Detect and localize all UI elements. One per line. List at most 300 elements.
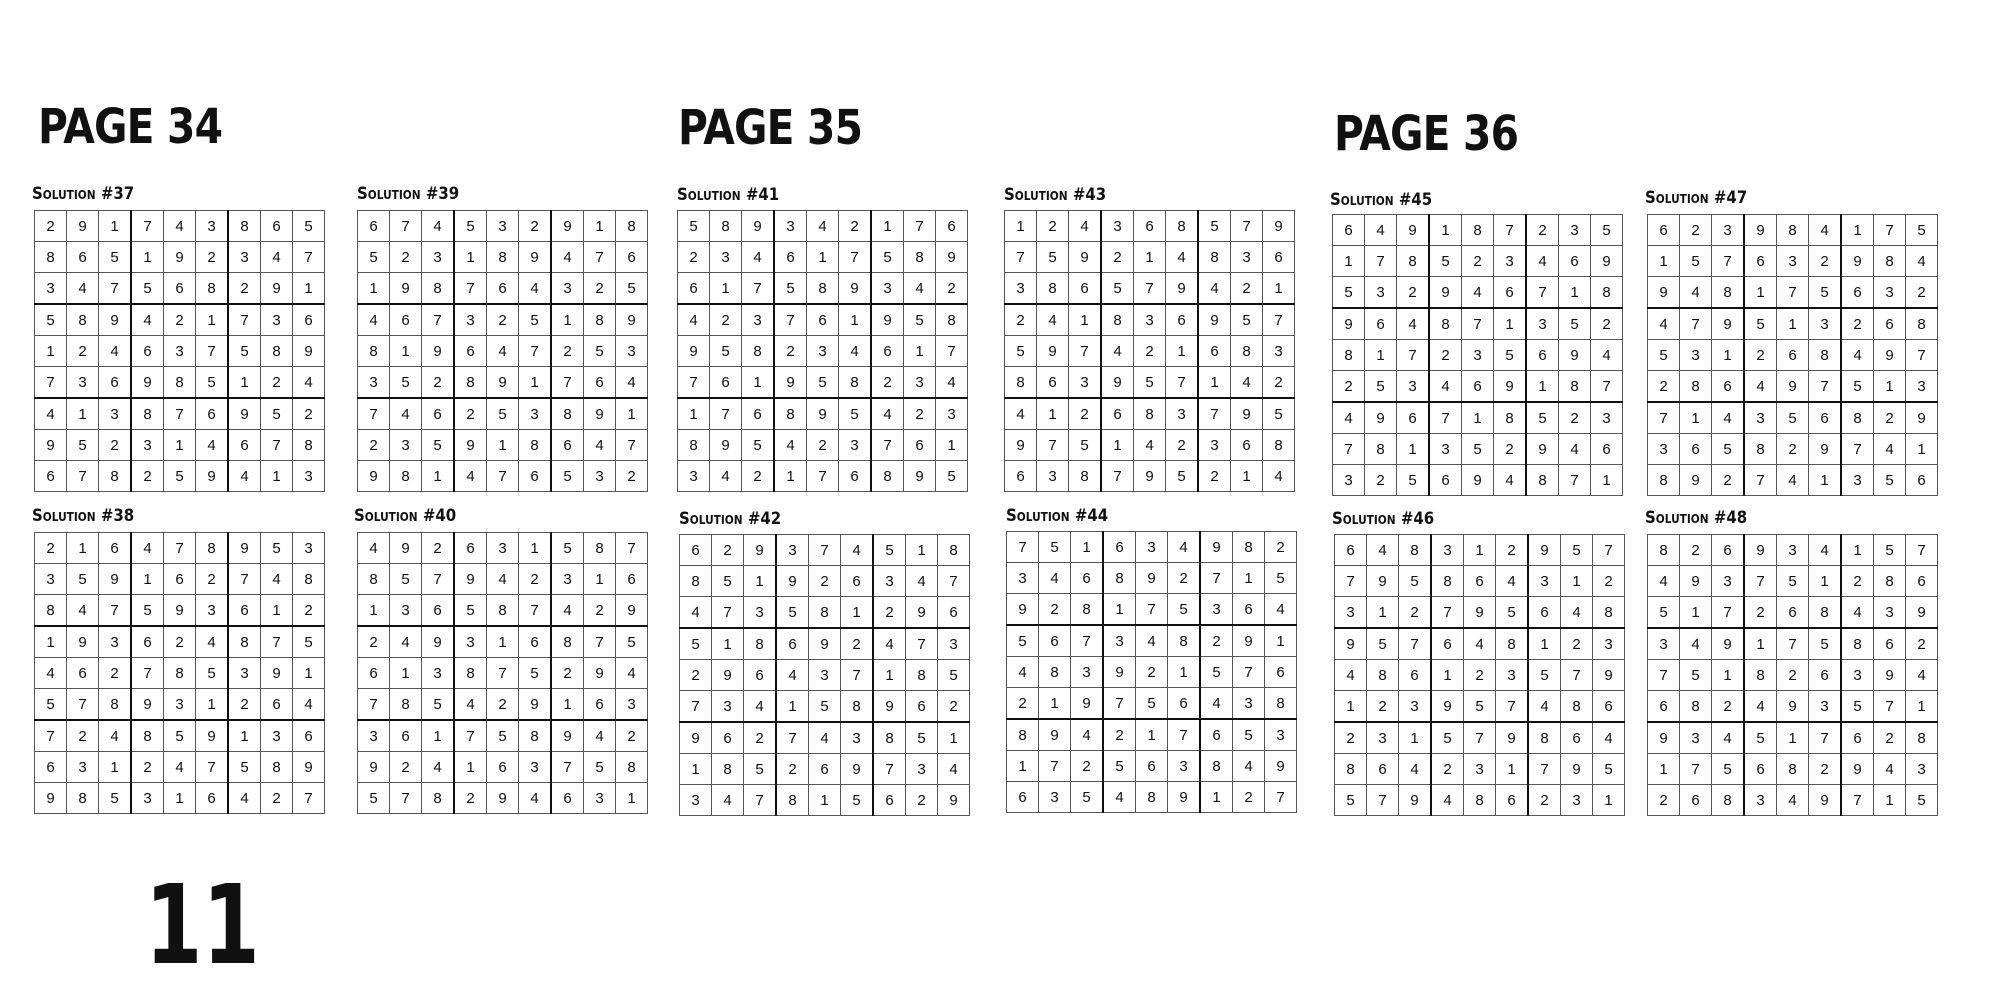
grid-cell: 4: [1712, 722, 1745, 754]
grid-cell: 9: [807, 398, 839, 430]
grid-cell: 9: [839, 273, 872, 305]
grid-cell: 8: [744, 628, 777, 660]
grid-cell: 7: [1648, 660, 1680, 691]
grid-row: [35, 398, 325, 430]
grid-cell: 5: [1906, 215, 1938, 246]
solution-title: Solution #45: [1330, 190, 1433, 210]
grid-cell: 9: [1874, 660, 1906, 691]
grid-cell: 8: [776, 785, 809, 816]
grid-cell: 1: [1071, 532, 1104, 563]
grid-row: [35, 752, 325, 783]
grid-cell: 4: [678, 304, 710, 336]
grid-cell: 8: [1464, 785, 1496, 816]
grid-cell: 6: [1874, 308, 1906, 340]
grid-cell: 8: [1744, 660, 1777, 691]
grid-cell: 9: [1593, 660, 1625, 691]
grid-cell: 1: [1103, 594, 1136, 626]
grid-cell: 8: [1005, 367, 1037, 399]
grid-row: [1007, 532, 1297, 563]
grid-cell: 4: [1233, 751, 1265, 782]
grid-cell: 4: [1680, 628, 1712, 660]
grid-cell: 3: [938, 628, 970, 660]
grid-cell: 2: [584, 273, 616, 305]
grid-cell: 3: [1528, 566, 1561, 597]
grid-cell: 6: [454, 336, 487, 367]
grid-cell: 6: [422, 595, 455, 627]
solution-title: Solution #39: [357, 184, 460, 204]
grid-cell: 3: [1561, 785, 1593, 816]
grid-cell: 9: [1198, 304, 1231, 336]
grid-cell: 5: [1680, 660, 1712, 691]
grid-cell: 8: [390, 461, 422, 492]
grid-cell: 6: [99, 533, 132, 564]
grid-cell: 7: [1367, 785, 1399, 816]
grid-cell: 5: [1559, 308, 1591, 340]
grid-cell: 4: [584, 430, 616, 461]
grid-cell: 8: [1335, 754, 1367, 785]
grid-cell: 4: [390, 398, 422, 430]
grid-cell: 8: [1168, 625, 1201, 657]
sudoku-grid: [1006, 531, 1297, 813]
grid-cell: 7: [1526, 277, 1559, 309]
grid-cell: 3: [35, 564, 67, 595]
grid-cell: 8: [1874, 246, 1906, 277]
grid-cell: 9: [774, 367, 807, 399]
grid-cell: 4: [712, 785, 744, 816]
grid-cell: 1: [261, 461, 293, 492]
grid-cell: 7: [1200, 563, 1233, 594]
grid-row: [680, 597, 970, 629]
grid-cell: 1: [1233, 563, 1265, 594]
grid-cell: 7: [1429, 402, 1462, 434]
grid-cell: 1: [1874, 371, 1906, 403]
grid-cell: 8: [1777, 754, 1809, 785]
grid-cell: 7: [293, 783, 325, 814]
grid-cell: 3: [164, 689, 196, 721]
grid-cell: 3: [1333, 465, 1365, 496]
grid-cell: 5: [616, 626, 648, 658]
grid-row: [358, 367, 648, 399]
grid-cell: 7: [906, 628, 938, 660]
grid-cell: 6: [710, 367, 742, 399]
grid-cell: 6: [1809, 660, 1842, 691]
grid-cell: 6: [487, 752, 519, 783]
grid-cell: 2: [809, 566, 841, 597]
grid-cell: 4: [1231, 367, 1263, 399]
grid-cell: 7: [1744, 566, 1777, 597]
grid-cell: 9: [1496, 722, 1529, 754]
grid-cell: 1: [1648, 246, 1680, 277]
grid-cell: 9: [1039, 719, 1071, 751]
grid-cell: 1: [584, 564, 616, 595]
grid-cell: 5: [1528, 660, 1561, 691]
grid-cell: 7: [1496, 691, 1529, 723]
grid-cell: 5: [1399, 566, 1432, 597]
grid-cell: 7: [261, 626, 293, 658]
grid-cell: 5: [487, 398, 519, 430]
grid-cell: 7: [196, 752, 229, 783]
grid-cell: 8: [1429, 308, 1462, 340]
grid-cell: 7: [616, 533, 648, 564]
grid-cell: 7: [1777, 277, 1809, 309]
grid-cell: 7: [1744, 465, 1777, 496]
grid-cell: 6: [1198, 336, 1231, 367]
grid-cell: 5: [1263, 398, 1295, 430]
grid-row: [358, 689, 648, 721]
grid-cell: 9: [196, 461, 229, 492]
grid-cell: 5: [1744, 722, 1777, 754]
grid-cell: 3: [1874, 597, 1906, 629]
grid-cell: 8: [1809, 340, 1842, 371]
grid-cell: 1: [1528, 628, 1561, 660]
grid-row: [1333, 215, 1623, 246]
grid-cell: 6: [1841, 722, 1874, 754]
grid-cell: 9: [1809, 434, 1842, 465]
grid-cell: 9: [1429, 277, 1462, 309]
solution-title: Solution #48: [1645, 508, 1748, 528]
grid-cell: 8: [422, 273, 455, 305]
grid-cell: 3: [873, 566, 906, 597]
grid-cell: 1: [1134, 242, 1166, 273]
grid-row: [1333, 465, 1623, 496]
grid-cell: 9: [1263, 211, 1295, 242]
grid-row: [35, 533, 325, 564]
grid-cell: 9: [1648, 722, 1680, 754]
grid-cell: 8: [1561, 691, 1593, 723]
grid-row: [1007, 594, 1297, 626]
grid-cell: 2: [1593, 566, 1625, 597]
grid-cell: 1: [938, 722, 970, 754]
grid-cell: 7: [742, 273, 775, 305]
grid-cell: 9: [35, 783, 67, 814]
grid-cell: 2: [1069, 398, 1102, 430]
grid-cell: 9: [1528, 535, 1561, 566]
grid-cell: 8: [774, 398, 807, 430]
grid-cell: 5: [35, 304, 67, 336]
grid-cell: 6: [1431, 628, 1464, 660]
grid-cell: 7: [1809, 722, 1842, 754]
grid-cell: 7: [1333, 434, 1365, 465]
grid-cell: 4: [1559, 434, 1591, 465]
grid-cell: 6: [1367, 754, 1399, 785]
grid-cell: 5: [1365, 371, 1397, 403]
grid-cell: 8: [390, 689, 422, 721]
grid-cell: 3: [1166, 398, 1199, 430]
grid-cell: 6: [1231, 430, 1263, 461]
grid-cell: 3: [131, 783, 164, 814]
grid-cell: 1: [873, 660, 906, 691]
grid-cell: 8: [164, 367, 196, 399]
grid-cell: 6: [1712, 371, 1745, 403]
grid-cell: 7: [228, 564, 261, 595]
grid-cell: 8: [228, 211, 261, 242]
grid-cell: 4: [293, 689, 325, 721]
grid-cell: 8: [131, 720, 164, 752]
grid-cell: 9: [164, 242, 196, 273]
grid-row: [1005, 398, 1295, 430]
grid-cell: 2: [1200, 625, 1233, 657]
grid-cell: 1: [1526, 371, 1559, 403]
grid-cell: 6: [1841, 277, 1874, 309]
grid-cell: 4: [1680, 277, 1712, 309]
grid-cell: 9: [1265, 751, 1297, 782]
grid-row: [1333, 340, 1623, 371]
grid-cell: 5: [1496, 597, 1529, 629]
grid-cell: 2: [1648, 785, 1680, 816]
grid-cell: 4: [1744, 371, 1777, 403]
grid-cell: 3: [1712, 215, 1745, 246]
grid-cell: 4: [261, 564, 293, 595]
grid-cell: 1: [67, 398, 99, 430]
grid-cell: 5: [519, 304, 552, 336]
grid-cell: 3: [196, 595, 229, 627]
grid-cell: 9: [1906, 597, 1938, 629]
grid-cell: 9: [1367, 566, 1399, 597]
grid-cell: 8: [1526, 465, 1559, 496]
grid-cell: 7: [164, 398, 196, 430]
grid-row: [1007, 563, 1297, 594]
grid-cell: 7: [1005, 242, 1037, 273]
grid-cell: 1: [293, 273, 325, 305]
grid-cell: 5: [1591, 215, 1623, 246]
grid-cell: 1: [487, 430, 519, 461]
grid-cell: 3: [1231, 242, 1263, 273]
grid-cell: 5: [1841, 371, 1874, 403]
grid-row: [35, 689, 325, 721]
grid-cell: 1: [904, 336, 936, 367]
grid-row: [1007, 782, 1297, 813]
grid-cell: 8: [1462, 215, 1494, 246]
grid-cell: 5: [228, 752, 261, 783]
grid-cell: 6: [1037, 367, 1069, 399]
grid-cell: 9: [519, 689, 552, 721]
grid-row: [35, 595, 325, 627]
grid-cell: 7: [809, 535, 841, 566]
grid-cell: 1: [1841, 215, 1874, 246]
grid-cell: 5: [1809, 277, 1842, 309]
grid-cell: 2: [261, 783, 293, 814]
grid-cell: 5: [839, 398, 872, 430]
grid-cell: 9: [293, 336, 325, 367]
grid-cell: 7: [584, 626, 616, 658]
grid-cell: 5: [1494, 340, 1527, 371]
grid-cell: 6: [261, 211, 293, 242]
grid-cell: 2: [1561, 628, 1593, 660]
grid-cell: 2: [1431, 754, 1464, 785]
solution-title: Solution #43: [1004, 185, 1107, 205]
grid-cell: 8: [196, 533, 229, 564]
grid-cell: 9: [1874, 340, 1906, 371]
grid-cell: 4: [774, 430, 807, 461]
grid-cell: 5: [487, 720, 519, 752]
grid-cell: 8: [35, 595, 67, 627]
grid-cell: 3: [904, 367, 936, 399]
grid-cell: 7: [1648, 402, 1680, 434]
grid-cell: 3: [1809, 691, 1842, 723]
grid-cell: 5: [551, 533, 584, 564]
grid-cell: 8: [1101, 304, 1134, 336]
grid-cell: 5: [1168, 594, 1201, 626]
grid-cell: 5: [67, 430, 99, 461]
grid-cell: 3: [1906, 371, 1938, 403]
grid-cell: 9: [551, 720, 584, 752]
grid-cell: 1: [678, 398, 710, 430]
grid-cell: 4: [1591, 340, 1623, 371]
grid-cell: 5: [358, 242, 390, 273]
grid-cell: 7: [1559, 465, 1591, 496]
grid-cell: 8: [358, 564, 390, 595]
grid-row: [1648, 371, 1938, 403]
grid-cell: 1: [841, 597, 874, 629]
grid-row: [358, 211, 648, 242]
grid-cell: 4: [904, 273, 936, 305]
grid-cell: 3: [1005, 273, 1037, 305]
grid-cell: 5: [131, 273, 164, 305]
grid-cell: 4: [131, 304, 164, 336]
grid-cell: 7: [131, 658, 164, 689]
grid-cell: 6: [1103, 532, 1136, 563]
grid-cell: 8: [1906, 722, 1938, 754]
grid-cell: 9: [67, 211, 99, 242]
sudoku-grid: [357, 210, 648, 492]
grid-row: [1005, 211, 1295, 242]
grid-cell: 7: [1591, 371, 1623, 403]
grid-row: [1333, 402, 1623, 434]
grid-cell: 4: [1528, 691, 1561, 723]
grid-cell: 5: [196, 367, 229, 399]
grid-cell: 2: [744, 722, 777, 754]
grid-cell: 4: [839, 336, 872, 367]
grid-cell: 5: [1069, 430, 1102, 461]
grid-cell: 3: [1071, 657, 1104, 688]
grid-cell: 4: [1712, 402, 1745, 434]
grid-cell: 4: [1198, 273, 1231, 305]
grid-cell: 3: [261, 304, 293, 336]
grid-cell: 7: [616, 430, 648, 461]
grid-cell: 4: [1462, 277, 1494, 309]
grid-cell: 7: [1712, 597, 1745, 629]
grid-cell: 9: [228, 533, 261, 564]
grid-cell: 3: [1429, 434, 1462, 465]
grid-cell: 6: [841, 566, 874, 597]
grid-cell: 7: [678, 367, 710, 399]
grid-cell: 4: [841, 535, 874, 566]
grid-cell: 2: [1648, 371, 1680, 403]
grid-cell: 1: [196, 689, 229, 721]
grid-cell: 8: [1680, 371, 1712, 403]
grid-cell: 9: [196, 720, 229, 752]
grid-cell: 7: [1071, 625, 1104, 657]
grid-cell: 4: [1134, 430, 1166, 461]
grid-cell: 3: [35, 273, 67, 305]
grid-cell: 6: [936, 211, 968, 242]
grid-cell: 3: [1841, 465, 1874, 496]
grid-cell: 6: [616, 564, 648, 595]
grid-cell: 5: [807, 367, 839, 399]
grid-cell: 3: [519, 752, 552, 783]
grid-cell: 3: [1168, 751, 1201, 782]
grid-cell: 2: [1744, 597, 1777, 629]
grid-cell: 1: [1168, 657, 1201, 688]
grid-cell: 6: [1559, 246, 1591, 277]
grid-row: [358, 564, 648, 595]
grid-cell: 6: [164, 564, 196, 595]
grid-cell: 9: [1559, 340, 1591, 371]
grid-cell: 8: [358, 336, 390, 367]
grid-cell: 7: [1431, 597, 1464, 629]
grid-cell: 6: [584, 689, 616, 721]
grid-cell: 6: [712, 722, 744, 754]
grid-cell: 2: [551, 658, 584, 689]
grid-cell: 3: [1680, 340, 1712, 371]
grid-cell: 5: [871, 242, 904, 273]
grid-cell: 7: [807, 461, 839, 492]
grid-cell: 3: [1265, 719, 1297, 751]
grid-cell: 5: [228, 336, 261, 367]
grid-row: [678, 336, 968, 367]
grid-cell: 5: [454, 595, 487, 627]
grid-row: [358, 461, 648, 492]
grid-cell: 6: [422, 398, 455, 430]
grid-cell: 6: [1777, 597, 1809, 629]
grid-cell: 2: [131, 461, 164, 492]
grid-row: [1007, 719, 1297, 751]
grid-cell: 7: [390, 783, 422, 814]
grid-cell: 4: [519, 273, 552, 305]
grid-row: [678, 367, 968, 399]
grid-cell: 9: [776, 566, 809, 597]
grid-cell: 4: [1136, 625, 1168, 657]
grid-cell: 6: [228, 595, 261, 627]
grid-cell: 5: [809, 691, 841, 723]
solution-title: Solution #41: [677, 185, 780, 205]
grid-cell: 6: [1648, 691, 1680, 723]
grid-cell: 6: [1429, 465, 1462, 496]
grid-cell: 7: [293, 242, 325, 273]
grid-cell: 9: [1071, 688, 1104, 720]
grid-cell: 2: [1365, 465, 1397, 496]
grid-cell: 9: [228, 398, 261, 430]
grid-cell: 9: [1462, 465, 1494, 496]
grid-row: [35, 430, 325, 461]
grid-cell: 7: [390, 211, 422, 242]
grid-cell: 3: [164, 336, 196, 367]
grid-cell: 7: [584, 242, 616, 273]
grid-row: [358, 626, 648, 658]
grid-row: [1335, 566, 1625, 597]
grid-cell: 6: [1166, 304, 1199, 336]
grid-cell: 9: [1648, 277, 1680, 309]
grid-cell: 7: [99, 273, 132, 305]
grid-cell: 3: [1712, 566, 1745, 597]
grid-cell: 1: [712, 628, 744, 660]
grid-cell: 2: [1464, 660, 1496, 691]
grid-row: [678, 430, 968, 461]
grid-cell: 5: [1809, 628, 1842, 660]
grid-cell: 3: [67, 752, 99, 783]
grid-cell: 9: [678, 336, 710, 367]
grid-cell: 8: [1528, 722, 1561, 754]
grid-cell: 2: [873, 597, 906, 629]
grid-cell: 1: [1561, 566, 1593, 597]
grid-cell: 6: [390, 304, 422, 336]
grid-cell: 3: [1037, 461, 1069, 492]
grid-cell: 5: [1712, 434, 1745, 465]
grid-cell: 2: [774, 336, 807, 367]
grid-cell: 5: [680, 628, 712, 660]
grid-cell: 6: [1462, 371, 1494, 403]
grid-cell: 9: [1591, 246, 1623, 277]
